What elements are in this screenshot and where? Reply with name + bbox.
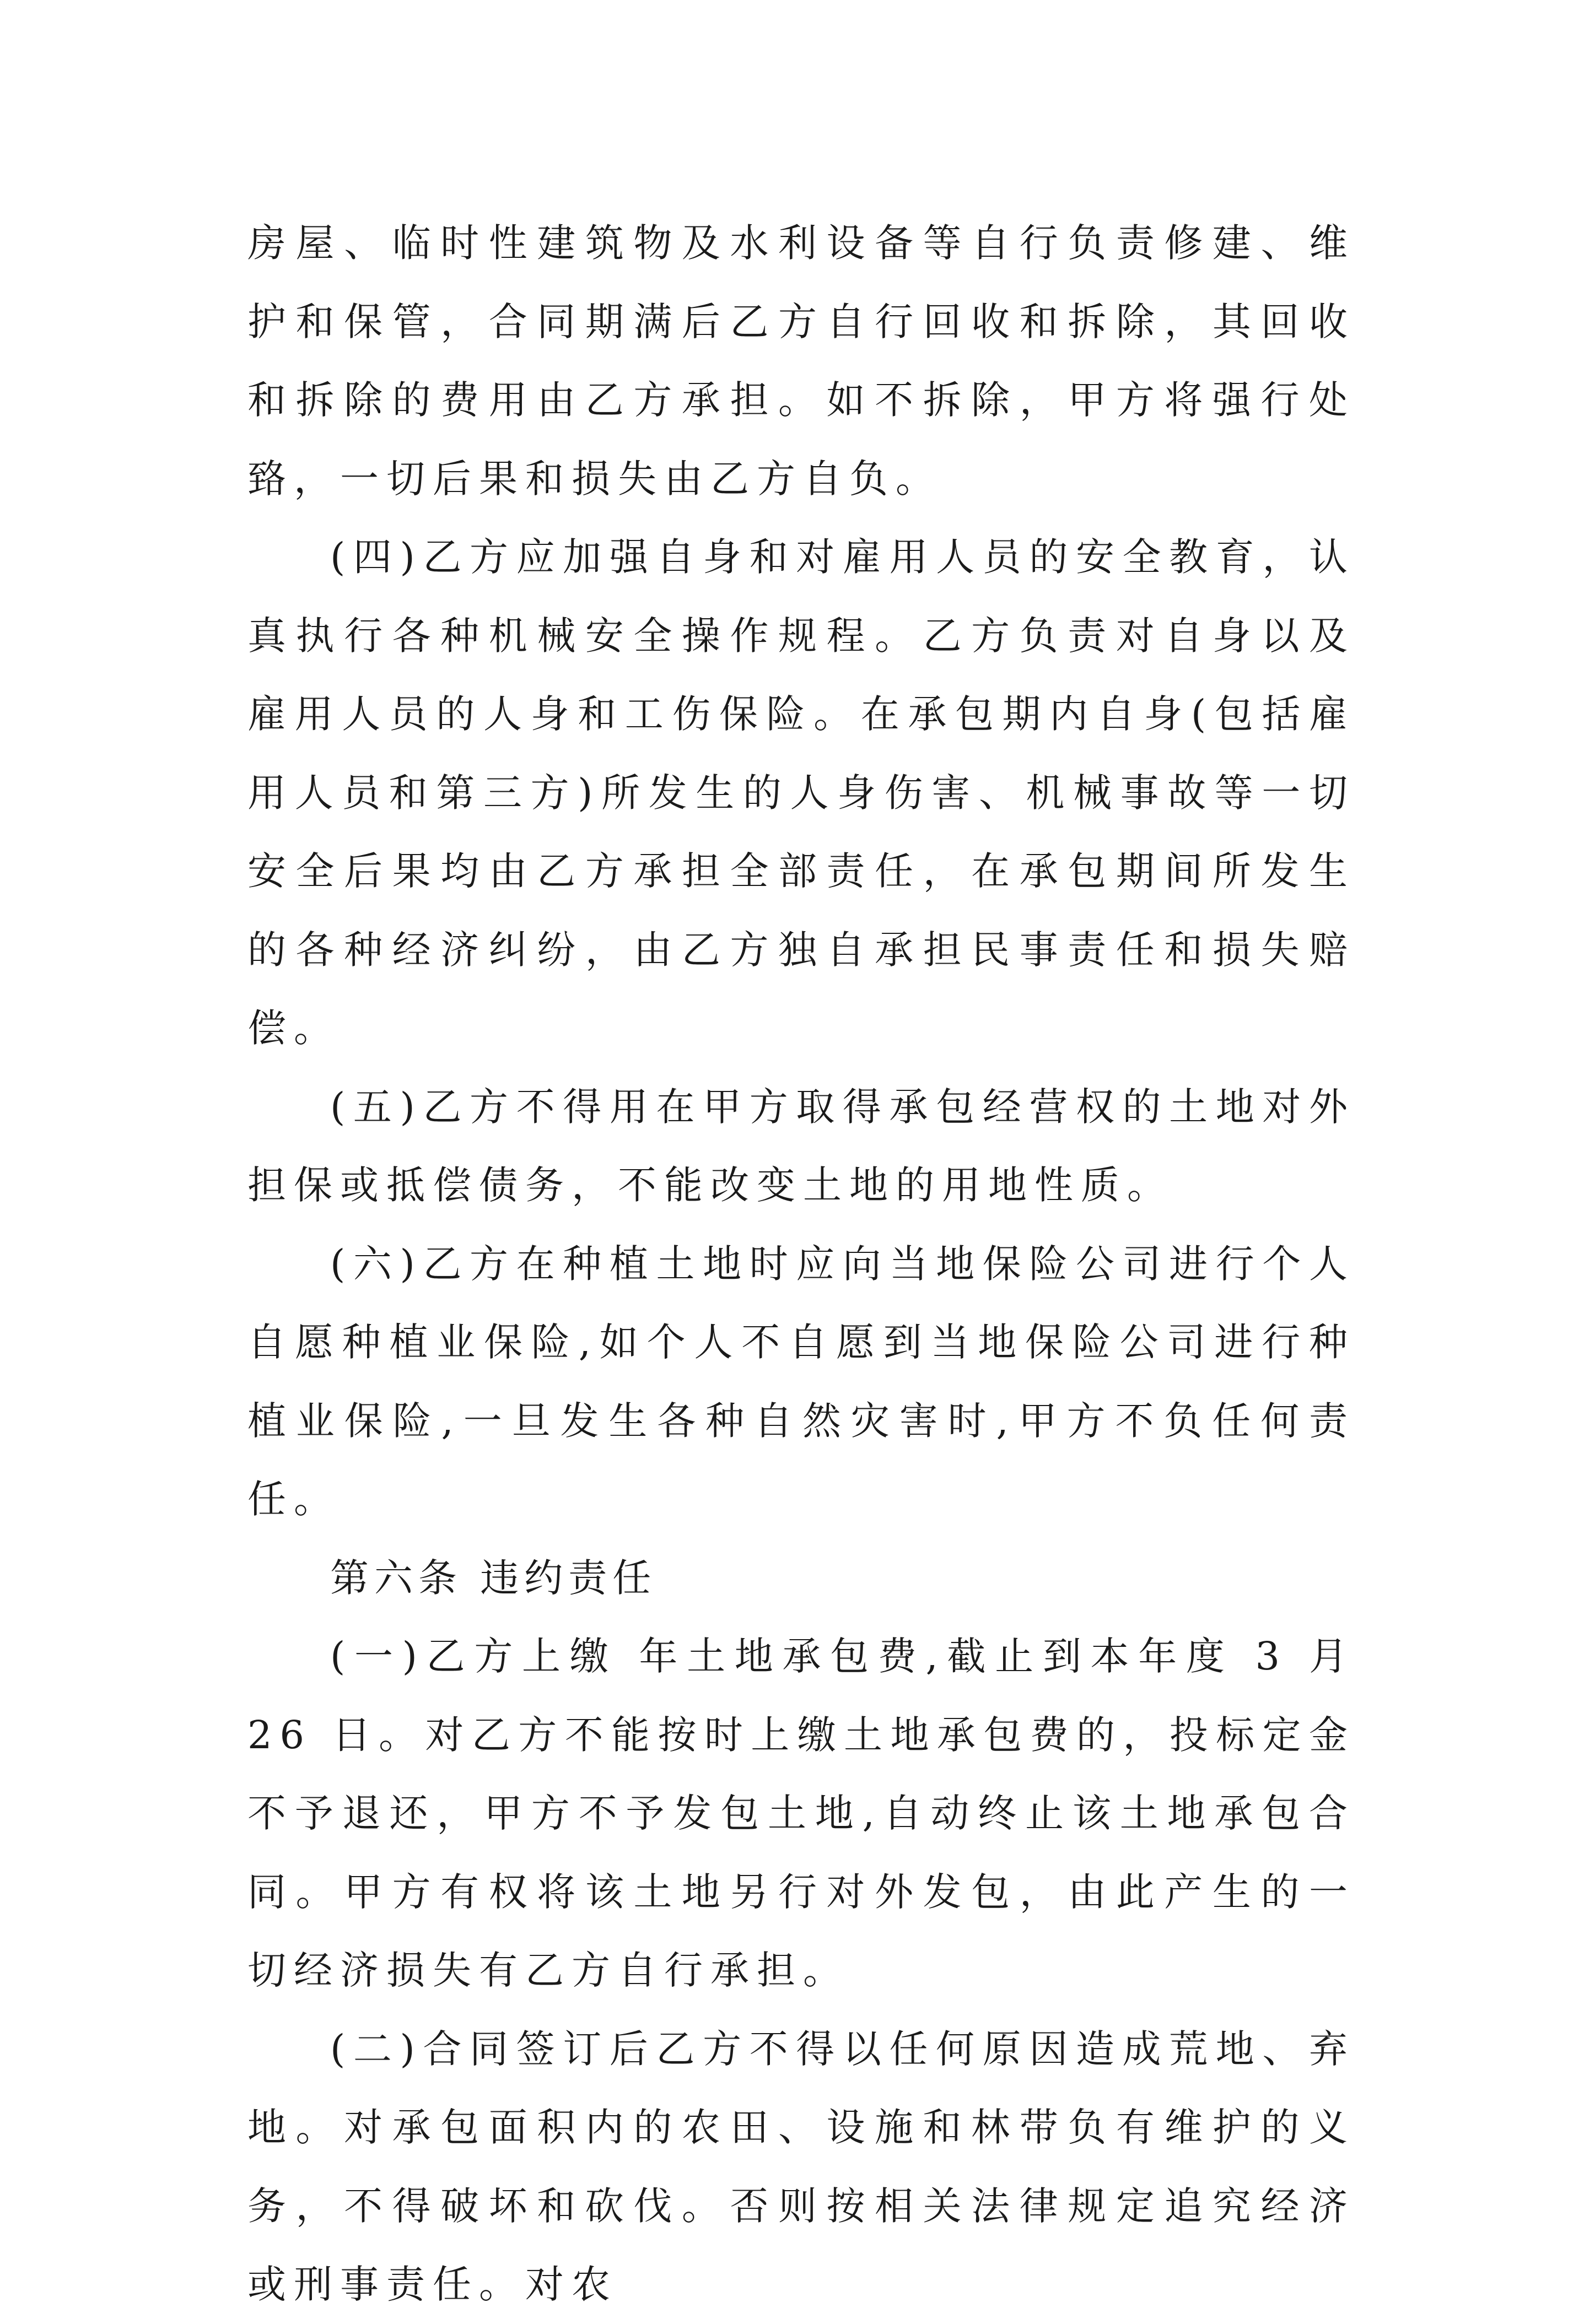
article-heading: 第六条 违约责任 [330,1555,657,1601]
paragraph-continuation: 房屋、临时性建筑物及水利设备等自行负责修建、维护和保管，合同期满后乙方自行回收和拆除，其回收和拆除的费用由乙方承担。如不拆除，甲方将强行处臵，一切后果和损失由乙方自负。 [247,220,1355,501]
paragraph-clause-6: (六)乙方在种植土地时应向当地保险公司进行个人自愿种植业保险,如个人不自愿到当地保险公司进行种植业保险,一旦发生各种自然灾害时,甲方不负任何责任。 [247,1241,1355,1522]
document-body [247,204,1355,2324]
paragraph-clause-4: (四)乙方应加强自身和对雇用人员的安全教育，认真执行各种机械安全操作规程。乙方负责对自身以及雇用人员的人身和工伤保险。在承包期内自身(包括雇用人员和第三方)所发生的人身伤害、机械事故等一切安全后果均由乙方承担全部责任，在承包期间所发生的各种经济纠纷，由乙方独自承担民事责任和损失赔偿。 [247,534,1355,1051]
paragraph-breach-2: (二)合同签订后乙方不得以任何原因造成荒地、弃地。对承包面积内的农田、设施和林带负有维护的义务，不得破坏和砍伐。否则按相关法律规定追究经济或刑事责任。对农 [247,2026,1355,2307]
paragraph-clause-5: (五)乙方不得用在甲方取得承包经营权的土地对外担保或抵偿债务，不能改变土地的用地性质。 [247,1084,1355,1208]
paragraph-breach-1: (一)乙方上缴 年土地承包费,截止到本年度 3 月 26 日。对乙方不能按时上缴土地承包费的，投标定金不予退还，甲方不予发包土地,自动终止该土地承包合同。甲方有权将该土地另行对外发包，由此产生的一切经济损失有乙方自行承担。 [247,1634,1355,1993]
